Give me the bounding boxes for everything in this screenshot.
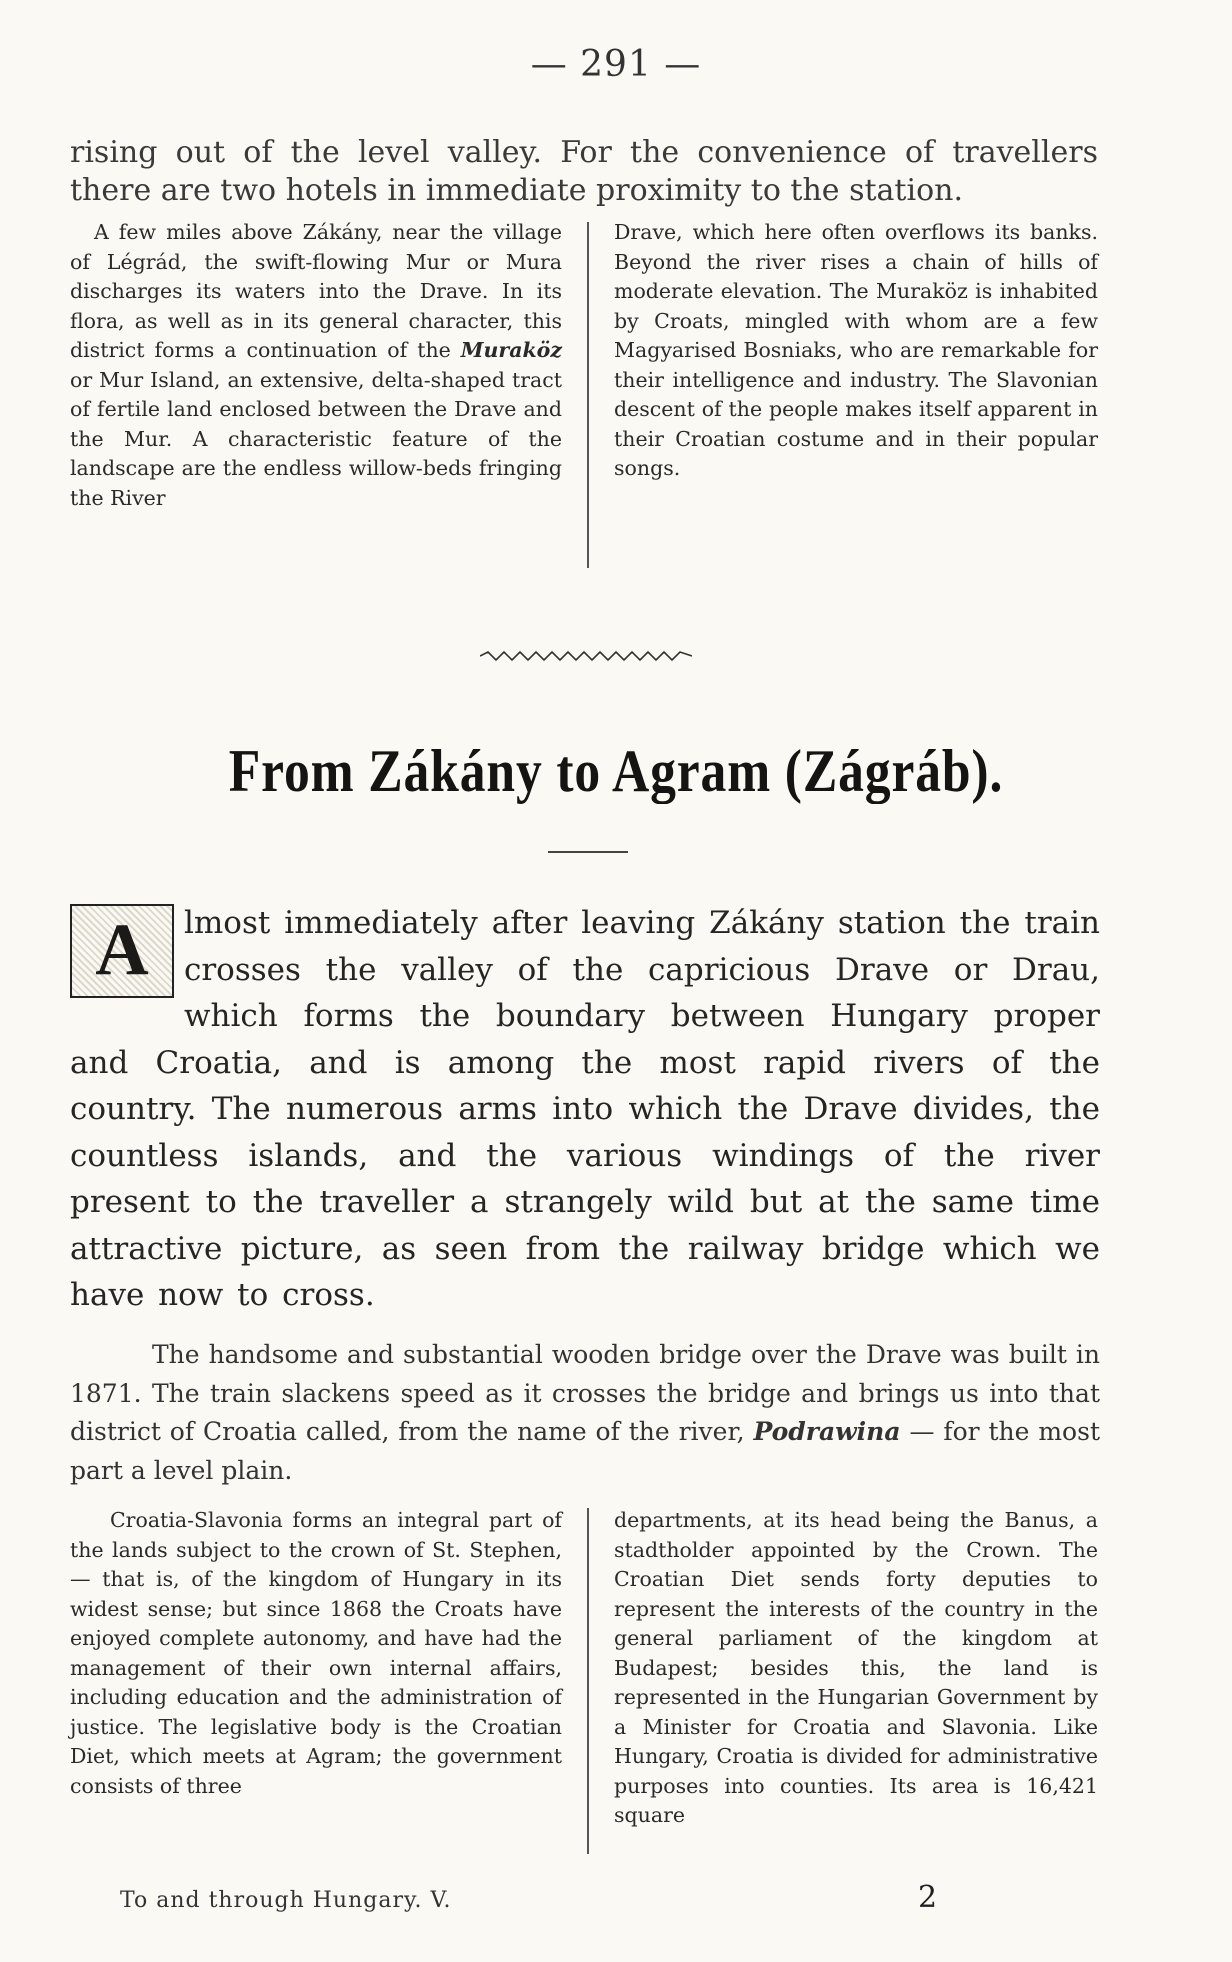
- bottom-right-column: departments, at its head being the Banus, a stadtholder appointed by the Crown. The Croatian Diet sends forty deputies to represent the interests of the country in the general parliament of the kingdom at Budapest; besides this, the land is represented in the Hungarian Government by a Minister for Croatia and Slavonia. Like Hungary, Croatia is divided for administrative purposes into counties. Its area is 16,421 square: [614, 1508, 1098, 1827]
- page-number: — 291 —: [530, 44, 702, 85]
- top-left-column: [70, 218, 562, 513]
- intro-paragraph: rising out of the level valley. For the convenience of travellers there are two hotels in immediate proximity to the station.: [70, 135, 1098, 208]
- section-paragraph-1: [70, 900, 1100, 1319]
- footer-signature-mark: 2: [918, 1880, 938, 1915]
- paragraph-2-text-a: The handsome and substantial wooden bridge over the Drave was built in 1871. The train slackens speed as it crosses the bridge and brings us into that district of Croatia called, from the name of the river,: [70, 1340, 1100, 1446]
- column-divider-top: [587, 222, 589, 568]
- top-left-text-b: or Mur Island, an extensive, delta-shaped tract of fertile land enclosed between the Drave and the Mur. A characteristic feature of the landscape are the endless willow-beds fringing the River: [70, 367, 562, 510]
- paragraph-2-text-b: — for the most part a level plain.: [70, 1417, 1100, 1485]
- paragraph-1-text: lmost immediately after leaving Zákány station the train crosses the valley of the capricious Drave or Drau, which forms the boundary between Hungary proper and Croatia, and is among the most rapid rivers of the country. The numerous arms into which the Drave divides, the countless islands, and the various windings of the river present to the traveller a strangely wild but at the same time attractive picture, as seen from the railway bridge which we have now to cross.: [70, 905, 1100, 1313]
- paragraph-2-italic: Podrawina: [753, 1417, 901, 1446]
- column-divider-bottom: [587, 1508, 589, 1854]
- heading-rule: [548, 851, 628, 853]
- top-left-italic: Muraköz: [460, 338, 562, 362]
- bottom-left-column: Croatia-Slavonia forms an integral part of the lands subject to the crown of St. Stephen, — that is, of the kingdom of Hungary in its widest sense; but since 1868 the Croats have enjoyed complete autonomy, and have had the management of their own internal affairs, including education and the administration of justice. The legislative body is the Croatian Diet, which meets at Agram; the government consists of three: [70, 1508, 562, 1798]
- top-left-text-a: A few miles above Zákány, near the village of Légrád, the swift-flowing Mur or Mura discharges its waters into the Drave. In its flora, as well as in its general character, this district forms a continuation of the: [70, 220, 562, 362]
- wave-ornament: [480, 650, 692, 662]
- footer-book-title: To and through Hungary. V.: [120, 1888, 452, 1913]
- section-heading: From Zákány to Agram (Zágráb).: [228, 738, 1004, 804]
- dropcap-initial: A: [70, 904, 174, 998]
- top-right-column: Drave, which here often overflows its banks. Beyond the river rises a chain of hills of moderate elevation. The Muraköz is inhabited by Croats, mingled with whom are a few Magyarised Bosniaks, who are remarkable for their intelligence and industry. The Slavonian descent of the people makes itself apparent in their Croatian costume and in their popular songs.: [614, 220, 1098, 480]
- section-paragraph-2: [70, 1336, 1100, 1490]
